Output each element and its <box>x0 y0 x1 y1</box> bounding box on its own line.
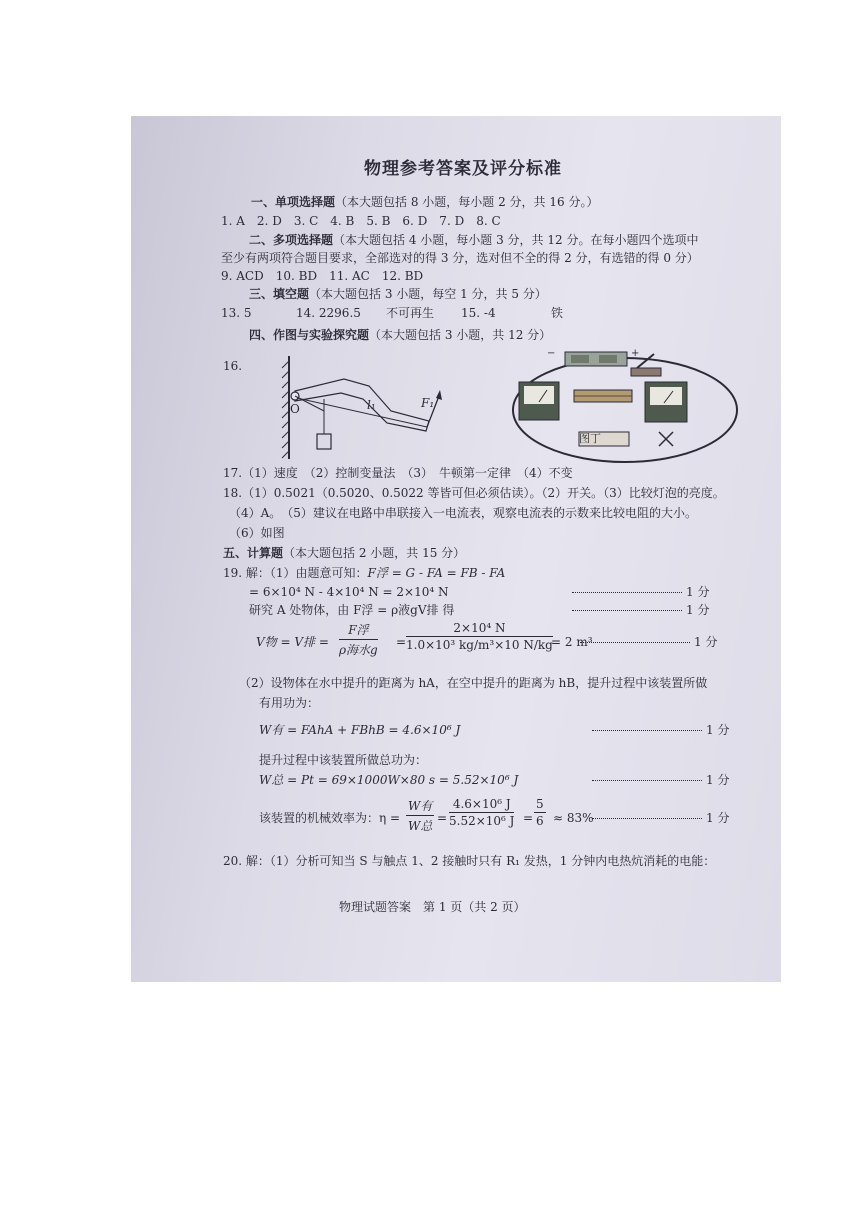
question-18-line3: （6）如图 <box>229 526 285 540</box>
question-20: 20. 解：（1）分析可知当 S 与触点 1、2 接触时只有 R₁ 发热，1 分钟内电热炕消耗的电能： <box>223 854 716 868</box>
q19-score-3: 1 分 <box>694 635 717 649</box>
section-3-header: 三、填空题（本大题包括 3 小题，每空 1 分，共 5 分） <box>249 287 547 301</box>
svg-text:−: − <box>547 348 556 359</box>
page-title: 物理参考答案及评分标准 <box>364 159 562 179</box>
section-5-header: 五、计算题（本大题包括 2 小题，共 15 分） <box>223 546 466 560</box>
leader-dots <box>592 730 702 731</box>
question-16-label: 16. <box>223 359 243 373</box>
circuit-diagram <box>509 344 741 466</box>
q19-score-6: 1 分 <box>706 811 729 825</box>
q19-score-5: 1 分 <box>706 773 729 787</box>
answer-15-b: 铁 <box>551 306 564 320</box>
q19-useful-work: W有 = FAhA + FBhB = 4.6×10⁶ J <box>259 723 461 737</box>
q19-volume-result: = 2 m³ <box>551 635 593 649</box>
answer-13: 13. 5 <box>221 306 252 320</box>
arm-label: l₁ <box>367 398 376 412</box>
q19-score-2: 1 分 <box>686 603 709 617</box>
question-17: 17.（1）速度 （2）控制变量法 （3） 牛顿第一定律 （4）不变 <box>223 466 573 480</box>
q19-efficiency-intro: 该装置的机械效率为：η = <box>259 811 401 825</box>
q19-volume-frac-1: F浮 ρ海水g <box>339 623 378 657</box>
q19-volume-frac-2: $\frac{\text{2×10⁴ N}}{\text{1.0×10³ kg/m³×10 N/kg}}$ <box>406 621 553 652</box>
svg-text:+: + <box>631 348 640 359</box>
answer-14-b: 不可再生 <box>386 306 435 320</box>
q19-intro: 19. 解：（1）由题意可知：F浮 = G - FA = FB - FA <box>223 566 506 580</box>
question-18-line1: 18.（1）0.5021（0.5020、0.5022 等皆可但必须估读）。（2）开关。（3）比较灯泡的亮度。 <box>223 486 725 500</box>
q19-part2-line1: （2）设物体在水中提升的距离为 hA，在空中提升的距离为 hB，提升过程中该装置所做 <box>239 676 708 690</box>
question-18-line2: （4）A。 （5）建议在电路中串联接入一电流表，观察电流表的示数来比较电阻的大小。 <box>229 506 697 520</box>
q19-eff-frac-3: $\frac{5}{6}$ <box>536 797 544 828</box>
q19-eq2: = 6×10⁴ N - 4×10⁴ N = 2×10⁴ N <box>249 585 449 599</box>
answer-15: 15. -4 <box>461 306 496 320</box>
q19-eff-frac-1: W有 W总 <box>408 799 433 833</box>
page-footer: 物理试题答案 第 1 页（共 2 页） <box>339 900 526 914</box>
answer-sheet-photo: 物理参考答案及评分标准 一、单项选择题（本大题包括 8 小题，每小题 2 分，共 16 分。） 1. A 2. D 3. C 4. B 5. B 6. D 7. D 8. C 二、多项选择题（本大题包括 4 小题，每小题 3 分，共 12 分。在每小题四个选项中 至少有两项符合题目要求，全部选对的得 3 分，选对但不全的得 2 分，有选错的得 0 分） 9. ACD 10. BD 11. AC 12. BD 三、填空题（本大题包括 3 小题，每空 1 分，共 5 分） 13. 5 14. 2296.5 不可再生 15. -4 铁 四、作图与实验探究题（本大题包括 3 小题，共 12 分） 16. O l₁ F₁ − + 图丁 17.（1）速度 （2）控制变量法 （3） 牛顿第一定律 （4）不变 18.（1）0.5021（0.5020、0.5022 等皆可但必须估读）。（2）开关。（3）比较灯泡的亮度。 （4）A。 （5）建议在电路中串联接入一电流表，观察电流表的示数来比较电阻的大小。 （6）如图 五、计算题（本大题包括 2 小题，共 15 分） 19. 解：（1）由题意可知：F浮 = G - FA = FB - FA = 6×10⁴ N - 4×10⁴ N = 2×10⁴ N 1 分 研究 A 处物体，由 F浮 = ρ液gV排 得 1 分 V物 = V排 = F浮 ρ海水g = $\frac{\text{2×10⁴ N}}{\text{1.0×10³ kg/m³×10 N/kg}}$ = 2 m³ 1 分 （2）设物体在水中提升的距离为 hA，在空中提升的距离为 hB，提升过程中该装置所做 有用功为： W有 = FAhA + FBhB = 4.6×10⁶ J 1 分 提升过程中该装置所做总功为： W总 = Pt = 69×1000W×80 s = 5.52×10⁶ J 1 分 该装置的机械效率为：η = W有 W总 = $\frac{\text{4.6×10⁶ J}}{\text{5.52×10⁶ J}}$ = $\frac{5}{6}$ ≈ 83% 1 分 20. 解：（1）分析可知当 S 与触点 1、2 接触时只有 R₁ 发热，1 分钟内电热炕消耗的电能： 物理试题答案 第 1 页（共 2 页） <box>131 116 781 982</box>
section-4-header: 四、作图与实验探究题（本大题包括 3 小题，共 12 分） <box>249 328 552 342</box>
q19-efficiency-result: ≈ 83% <box>553 811 594 825</box>
leader-dots <box>592 818 702 819</box>
q19-study: 研究 A 处物体，由 F浮 = ρ液gV排 得 <box>249 603 455 617</box>
q19-eff-frac-2: $\frac{\text{4.6×10⁶ J}}{\text{5.52×10⁶ J}}$ <box>449 797 515 828</box>
answer-14: 14. 2296.5 <box>296 306 361 320</box>
q19-score-4: 1 分 <box>706 723 729 737</box>
q19-score-1: 1 分 <box>686 585 709 599</box>
q19-volume-lhs: V物 = V排 = <box>256 635 329 649</box>
section-1-answers: 1. A 2. D 3. C 4. B 5. B 6. D 7. D 8. C <box>221 214 501 228</box>
leader-dots <box>592 780 702 781</box>
leader-dots <box>580 642 690 643</box>
q19-part2-line2: 有用功为： <box>259 696 320 710</box>
circuit-caption: 图丁 <box>579 432 601 445</box>
q19-total-intro: 提升过程中该装置所做总功为： <box>259 753 428 767</box>
q19-total-work: W总 = Pt = 69×1000W×80 s = 5.52×10⁶ J <box>259 773 519 787</box>
leader-dots <box>572 592 682 593</box>
force-label: F₁ <box>421 396 435 410</box>
section-2-header: 二、多项选择题（本大题包括 4 小题，每小题 3 分，共 12 分。在每小题四个选项中 <box>249 233 699 247</box>
section-2-answers: 9. ACD 10. BD 11. AC 12. BD <box>221 269 424 283</box>
pivot-label: O <box>290 402 300 416</box>
section-2-note: 至少有两项符合题目要求，全部选对的得 3 分，选对但不全的得 2 分，有选错的得 0 分） <box>221 251 699 265</box>
section-1-header: 一、单项选择题（本大题包括 8 小题，每小题 2 分，共 16 分。） <box>251 195 599 209</box>
leader-dots <box>572 610 682 611</box>
